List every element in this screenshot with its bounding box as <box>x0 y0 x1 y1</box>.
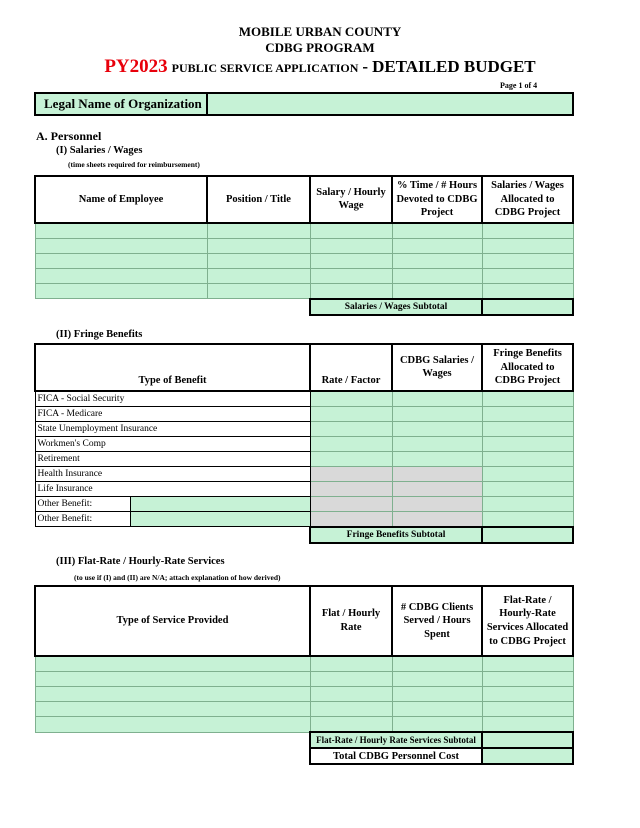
position-cell[interactable] <box>207 283 310 299</box>
benefit-label: Retirement <box>35 451 310 466</box>
time-cell[interactable] <box>392 253 482 268</box>
employee-name-cell[interactable] <box>35 223 207 239</box>
wages-cell-disabled <box>392 466 482 481</box>
rate-cell[interactable] <box>310 451 392 466</box>
wages-cell-disabled <box>392 511 482 527</box>
flatrate-note: (to use if (I) and (II) are N/A; attach explanation of how derived) <box>74 573 281 582</box>
total-personnel-cost-label: Total CDBG Personnel Cost <box>310 748 482 764</box>
wages-cell[interactable] <box>392 436 482 451</box>
rate-cell[interactable] <box>310 436 392 451</box>
rate-cell[interactable] <box>310 702 392 717</box>
table-row <box>35 717 573 733</box>
allocated-cell[interactable] <box>482 702 573 717</box>
legal-name-input[interactable] <box>206 92 574 116</box>
employee-name-cell[interactable] <box>35 268 207 283</box>
wages-cell[interactable] <box>392 451 482 466</box>
flatrate-title: (III) Flat-Rate / Hourly-Rate Services <box>56 556 225 567</box>
clients-cell[interactable] <box>392 717 482 733</box>
clients-cell[interactable] <box>392 672 482 687</box>
clients-cell[interactable] <box>392 656 482 672</box>
table-row <box>35 687 573 702</box>
rate-cell[interactable] <box>310 406 392 421</box>
salaries-table <box>34 175 574 316</box>
wages-cell-disabled <box>392 496 482 511</box>
rate-cell[interactable] <box>310 687 392 702</box>
allocated-cell[interactable] <box>482 391 573 407</box>
rate-cell-disabled <box>310 496 392 511</box>
table-row <box>35 466 573 481</box>
allocated-cell[interactable] <box>482 717 573 733</box>
allocated-cell[interactable] <box>482 451 573 466</box>
allocated-cell[interactable] <box>482 253 573 268</box>
service-cell[interactable] <box>35 656 310 672</box>
wage-cell[interactable] <box>310 283 392 299</box>
benefit-label: FICA - Medicare <box>35 406 310 421</box>
rate-cell[interactable] <box>310 717 392 733</box>
table-row <box>35 656 573 672</box>
wage-cell[interactable] <box>310 268 392 283</box>
total-personnel-cost-value[interactable] <box>482 748 573 764</box>
table-row <box>35 527 573 543</box>
benefit-label: Workmen's Comp <box>35 436 310 451</box>
time-cell[interactable] <box>392 283 482 299</box>
legal-name-label: Legal Name of Organization <box>34 92 216 116</box>
col-services-allocated: Flat-Rate / Hourly-Rate Services Allocated to CDBG Project <box>482 586 573 656</box>
allocated-cell[interactable] <box>482 496 573 511</box>
salaries-note: (time sheets required for reimbursement) <box>68 160 200 169</box>
allocated-cell[interactable] <box>482 481 573 496</box>
allocated-cell[interactable] <box>482 466 573 481</box>
fringe-title: (II) Fringe Benefits <box>56 329 143 340</box>
wage-cell[interactable] <box>310 223 392 239</box>
rate-cell-disabled <box>310 511 392 527</box>
allocated-cell[interactable] <box>482 223 573 239</box>
allocated-cell[interactable] <box>482 436 573 451</box>
table-row <box>35 732 573 748</box>
position-cell[interactable] <box>207 223 310 239</box>
col-salaries-allocated: Salaries / Wages Allocated to CDBG Project <box>482 176 573 223</box>
wage-cell[interactable] <box>310 253 392 268</box>
allocated-cell[interactable] <box>482 672 573 687</box>
col-salary-hourly-wage: Salary / Hourly Wage <box>310 176 392 223</box>
clients-cell[interactable] <box>392 702 482 717</box>
benefit-label: Health Insurance <box>35 466 310 481</box>
flatrate-table <box>34 585 574 765</box>
employee-name-cell[interactable] <box>35 283 207 299</box>
header-title <box>0 56 640 78</box>
detailed-budget-title: DETAILED BUDGET <box>372 57 536 76</box>
salaries-subtotal-label: Salaries / Wages Subtotal <box>310 299 482 315</box>
col-percent-time: % Time / # Hours Devoted to CDBG Project <box>392 176 482 223</box>
col-clients-served: # CDBG Clients Served / Hours Spent <box>392 586 482 656</box>
wage-cell[interactable] <box>310 238 392 253</box>
salaries-title: (I) Salaries / Wages <box>56 145 143 156</box>
wages-cell[interactable] <box>392 406 482 421</box>
wages-cell-disabled <box>392 481 482 496</box>
rate-cell-disabled <box>310 481 392 496</box>
rate-cell[interactable] <box>310 391 392 407</box>
time-cell[interactable] <box>392 268 482 283</box>
header-line2: CDBG PROGRAM <box>265 40 375 55</box>
col-rate-factor: Rate / Factor <box>310 344 392 391</box>
employee-name-cell[interactable] <box>35 253 207 268</box>
employee-name-cell[interactable] <box>35 238 207 253</box>
col-position-title: Position / Title <box>207 176 310 223</box>
wages-cell[interactable] <box>392 391 482 407</box>
benefit-label: Other Benefit: <box>35 496 130 511</box>
col-name-of-employee: Name of Employee <box>35 176 207 223</box>
table-row <box>35 391 573 407</box>
time-cell[interactable] <box>392 238 482 253</box>
table-row <box>35 672 573 687</box>
service-cell[interactable] <box>35 717 310 733</box>
benefit-label: State Unemployment Insurance <box>35 421 310 436</box>
table-row <box>35 748 573 764</box>
allocated-cell[interactable] <box>482 421 573 436</box>
table-row <box>35 421 573 436</box>
section-a-title: A. Personnel <box>36 129 102 143</box>
col-type-of-benefit: Type of Benefit <box>35 344 310 391</box>
col-cdbg-salaries: CDBG Salaries / Wages <box>392 344 482 391</box>
rate-cell-disabled <box>310 466 392 481</box>
benefit-label: FICA - Social Security <box>35 391 310 407</box>
service-cell[interactable] <box>35 702 310 717</box>
fringe-subtotal-label: Fringe Benefits Subtotal <box>310 527 482 543</box>
fringe-table <box>34 343 574 544</box>
title-dash: - <box>362 57 369 76</box>
allocated-cell[interactable] <box>482 268 573 283</box>
header-line1: MOBILE URBAN COUNTY <box>238 24 402 39</box>
table-row <box>35 436 573 451</box>
allocated-cell[interactable] <box>482 283 573 299</box>
table-row <box>35 283 573 299</box>
allocated-cell[interactable] <box>482 687 573 702</box>
flatrate-subtotal-value[interactable] <box>482 732 573 748</box>
allocated-cell[interactable] <box>482 406 573 421</box>
table-row <box>35 496 573 511</box>
rate-cell[interactable] <box>310 656 392 672</box>
allocated-cell[interactable] <box>482 238 573 253</box>
page-number: Page 1 of 4 <box>500 81 538 90</box>
position-cell[interactable] <box>207 253 310 268</box>
table-row <box>35 253 573 268</box>
table-row <box>35 268 573 283</box>
table-row <box>35 223 573 239</box>
benefit-label: Life Insurance <box>35 481 310 496</box>
table-row <box>35 702 573 717</box>
allocated-cell[interactable] <box>482 511 573 527</box>
col-flat-hourly-rate: Flat / Hourly Rate <box>310 586 392 656</box>
flatrate-subtotal-label: Flat-Rate / Hourly Rate Services Subtotal <box>310 732 482 748</box>
service-cell[interactable] <box>35 672 310 687</box>
table-row <box>35 451 573 466</box>
clients-cell[interactable] <box>392 687 482 702</box>
col-fringe-allocated: Fringe Benefits Allocated to CDBG Project <box>482 344 573 391</box>
service-cell[interactable] <box>35 687 310 702</box>
fringe-subtotal-value[interactable] <box>482 527 573 543</box>
table-row <box>35 511 573 527</box>
table-row <box>35 299 573 315</box>
col-type-of-service: Type of Service Provided <box>35 586 310 656</box>
table-row <box>35 406 573 421</box>
position-cell[interactable] <box>207 268 310 283</box>
other-benefit-input[interactable] <box>130 511 310 527</box>
salaries-subtotal-value[interactable] <box>482 299 573 315</box>
allocated-cell[interactable] <box>482 656 573 672</box>
other-benefit-input[interactable] <box>130 496 310 511</box>
program-year: PY2023 <box>104 56 168 77</box>
wages-cell[interactable] <box>392 421 482 436</box>
rate-cell[interactable] <box>310 672 392 687</box>
rate-cell[interactable] <box>310 421 392 436</box>
table-row <box>35 238 573 253</box>
time-cell[interactable] <box>392 223 482 239</box>
application-name: PUBLIC SERVICE APPLICATION <box>171 61 359 75</box>
position-cell[interactable] <box>207 238 310 253</box>
table-row <box>35 481 573 496</box>
benefit-label: Other Benefit: <box>35 511 130 527</box>
